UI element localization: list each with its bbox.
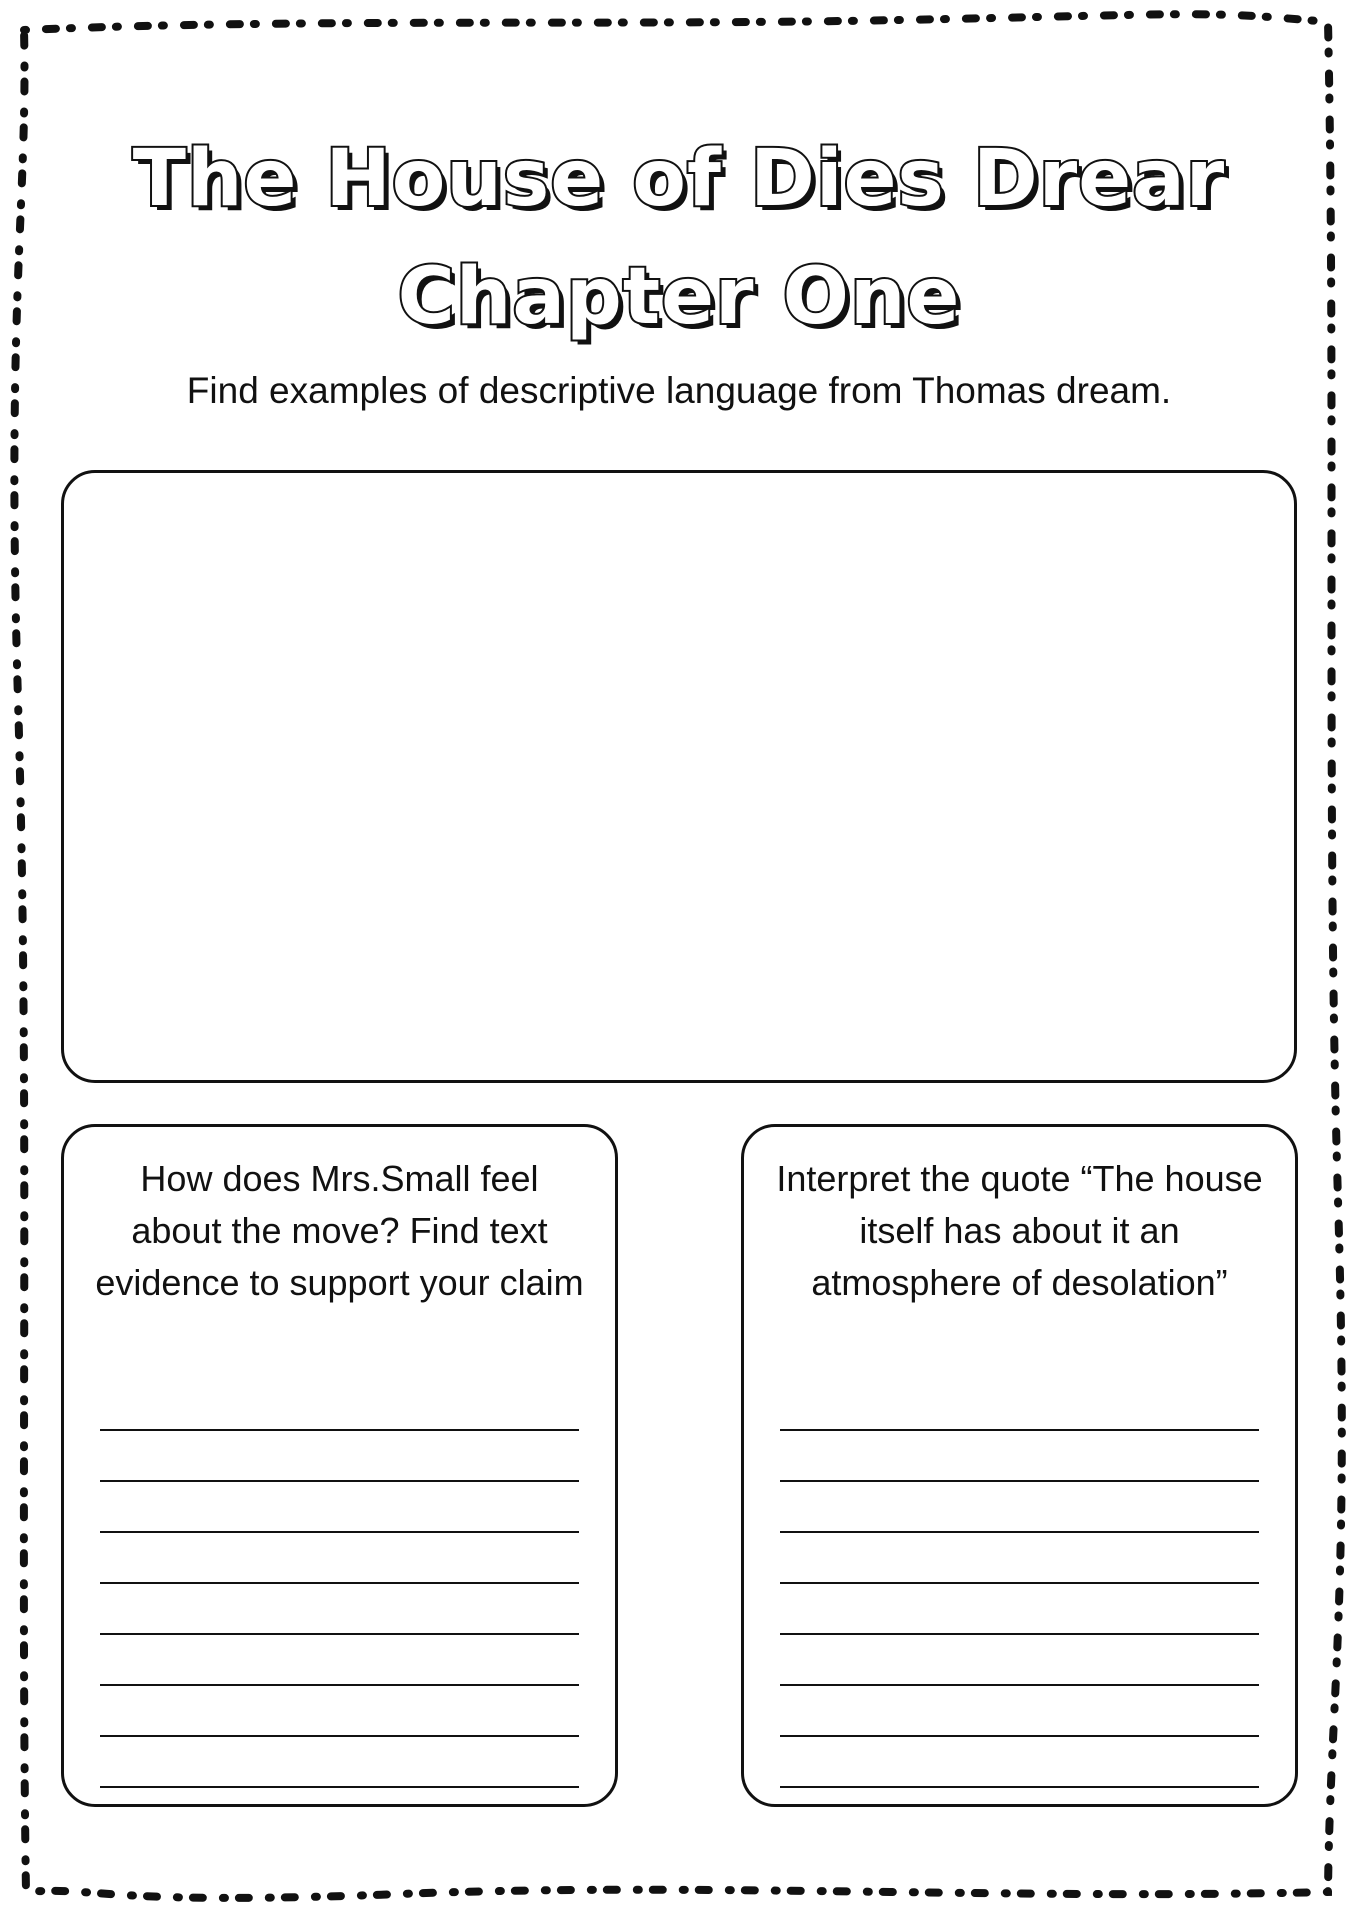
answer-line[interactable]	[780, 1399, 1259, 1431]
answer-line[interactable]	[780, 1482, 1259, 1533]
answer-line[interactable]	[780, 1737, 1259, 1788]
answer-line[interactable]	[100, 1399, 579, 1431]
worksheet-title: The House of Dies Drear	[132, 134, 1226, 224]
answer-line[interactable]	[780, 1431, 1259, 1482]
answer-line[interactable]	[100, 1533, 579, 1584]
answer-line[interactable]	[780, 1686, 1259, 1737]
answer-line[interactable]	[780, 1635, 1259, 1686]
question-prompt: Interpret the quote “The house itself has about it an atmosphere of desolation”	[776, 1158, 1263, 1303]
answer-line[interactable]	[100, 1686, 579, 1737]
answer-lines[interactable]	[100, 1399, 579, 1788]
answer-line[interactable]	[100, 1737, 579, 1788]
question-prompt: How does Mrs.Small feel about the move? Find text evidence to support your claim	[95, 1158, 584, 1303]
instruction-text: Find examples of descriptive language from Thomas dream.	[186, 370, 1172, 411]
question-box-quote	[741, 1124, 1298, 1807]
answer-lines[interactable]	[780, 1399, 1259, 1788]
answer-line[interactable]	[100, 1482, 579, 1533]
answer-line[interactable]	[100, 1431, 579, 1482]
answer-line[interactable]	[780, 1533, 1259, 1584]
question-box-mrs-small	[61, 1124, 618, 1807]
answer-line[interactable]	[100, 1584, 579, 1635]
worksheet-subtitle: Chapter One	[397, 252, 961, 342]
answer-line[interactable]	[100, 1635, 579, 1686]
answer-line[interactable]	[780, 1584, 1259, 1635]
descriptive-language-answer-box[interactable]	[61, 470, 1297, 1083]
